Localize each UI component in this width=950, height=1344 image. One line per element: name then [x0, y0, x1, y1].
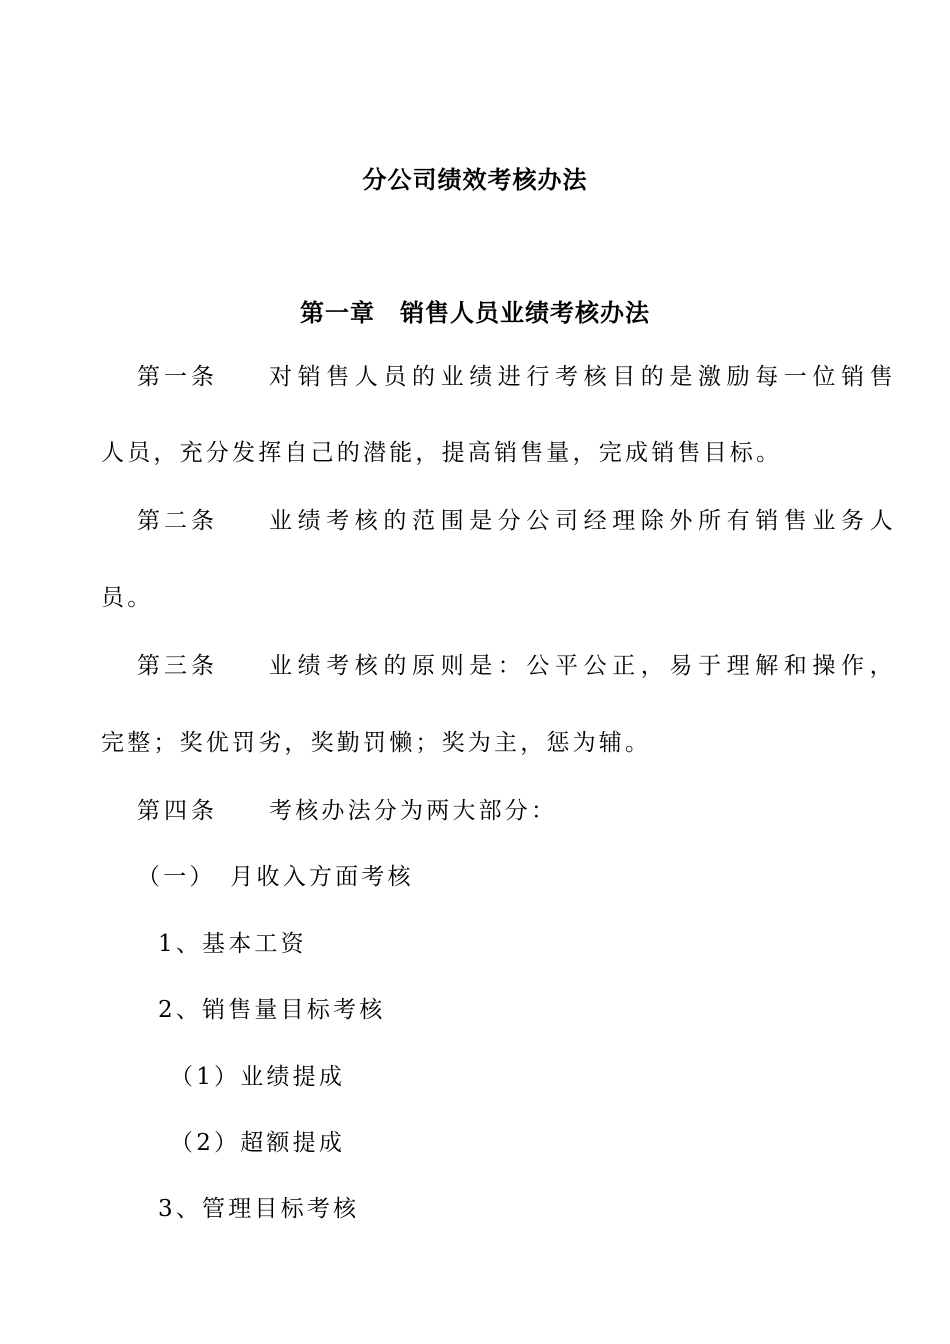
article-1-label: 第一条: [137, 364, 218, 390]
article-2-text-line1: 业绩考核的范围是分公司经理除外所有销售业务人: [269, 508, 899, 534]
article-2-first-line: [137, 506, 898, 536]
outline-item: （2）超额提成: [170, 1130, 346, 1156]
outline-item: 1、基本工资: [158, 931, 307, 957]
chapter-heading: 第一章 销售人员业绩考核办法: [300, 299, 650, 327]
article-4-text-line1: 考核办法分为两大部分：: [269, 798, 558, 824]
article-4-first-line: [137, 796, 557, 826]
article-3-text-line2: 完整；奖优罚劣，奖勤罚懒；奖为主，惩为辅。: [101, 730, 652, 756]
article-1-first-line: [137, 362, 898, 392]
article-4-label: 第四条: [137, 798, 218, 824]
article-3-text-line1: 业绩考核的原则是：公平公正，易于理解和操作，: [269, 653, 899, 679]
outline-item: 2、销售量目标考核: [158, 997, 386, 1023]
document-title: 分公司绩效考核办法: [362, 166, 588, 194]
outline-item: 3、管理目标考核: [158, 1196, 360, 1222]
outline-item: （1）业绩提成: [170, 1064, 346, 1090]
article-1-text-line1: 对销售人员的业绩进行考核目的是激励每一位销售: [269, 364, 899, 390]
article-3-label: 第三条: [137, 653, 218, 679]
outline-item: （一） 月收入方面考核: [137, 864, 414, 890]
article-1-text-line2: 人员，充分发挥自己的潜能，提高销售量，完成销售目标。: [101, 440, 783, 466]
article-2-text-line2: 员。: [101, 585, 154, 611]
article-2-label: 第二条: [137, 508, 218, 534]
article-3-first-line: [137, 651, 898, 681]
